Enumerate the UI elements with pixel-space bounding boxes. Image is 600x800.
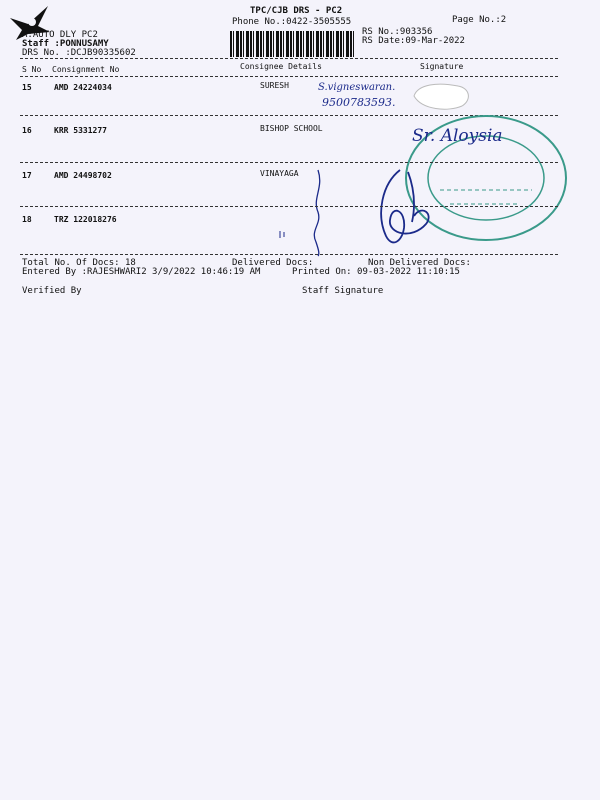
drs-number: DRS No. :DCJB90335602 bbox=[22, 48, 136, 58]
phone-number: Phone No.:0422-3505555 bbox=[232, 17, 352, 27]
divider bbox=[20, 254, 558, 255]
bracket-scribble bbox=[306, 168, 330, 258]
row-consignee: VINAYAGA bbox=[260, 169, 299, 178]
page-number: Page No.:2 bbox=[452, 15, 507, 25]
entered-by: Entered By :RAJESHWARI2 3/9/2022 10:46:19 AM bbox=[22, 267, 261, 277]
row-consignment: TRZ 122018276 bbox=[54, 215, 117, 224]
report-title: TPC/CJB DRS - PC2 bbox=[250, 6, 343, 16]
rs-date: RS Date:09-Mar-2022 bbox=[362, 36, 465, 46]
non-delivered-docs: Non Delivered Docs: bbox=[368, 258, 471, 268]
rs-number: RS No.:903356 bbox=[362, 27, 433, 37]
col-sno: S No bbox=[22, 65, 42, 74]
col-consignee: Consignee Details bbox=[240, 62, 322, 71]
signature-smudge bbox=[408, 80, 474, 112]
row-consignment: KRR 5331277 bbox=[54, 126, 107, 135]
handwritten-signature: Sr. Aloysia bbox=[412, 126, 503, 146]
handwritten-name: S.vigneswaran. bbox=[318, 82, 396, 93]
row-consignee: SURESH bbox=[260, 81, 289, 90]
row-consignment: AMD 24498702 bbox=[54, 171, 112, 180]
divider bbox=[20, 76, 558, 77]
row-consignment: AMD 24224034 bbox=[54, 83, 112, 92]
col-signature: Signature bbox=[420, 62, 464, 71]
staff-name: Staff :PONNUSAMY bbox=[22, 39, 109, 49]
delivered-docs: Delivered Docs: bbox=[232, 258, 314, 268]
row-sno: 17 bbox=[22, 171, 32, 180]
verified-by: Verified By bbox=[22, 286, 82, 296]
row-consignee: BISHOP SCHOOL bbox=[260, 124, 323, 133]
ink-mark bbox=[278, 230, 286, 240]
col-consignment: Consignment No bbox=[52, 65, 120, 74]
divider bbox=[20, 162, 558, 163]
total-docs: Total No. Of Docs: 18 bbox=[22, 258, 136, 268]
barcode bbox=[230, 31, 354, 57]
printed-on: Printed On: 09-03-2022 11:10:15 bbox=[292, 267, 460, 277]
divider bbox=[20, 58, 558, 59]
staff-signature: Staff Signature bbox=[302, 286, 384, 296]
row-sno: 15 bbox=[22, 83, 32, 92]
row-sno: 18 bbox=[22, 215, 32, 224]
divider bbox=[20, 206, 558, 207]
handwritten-signature-scribble bbox=[362, 164, 438, 250]
area-value: AUTO DLY PC2 bbox=[32, 30, 98, 40]
row-sno: 16 bbox=[22, 126, 32, 135]
handwritten-phone: 9500783593. bbox=[322, 96, 396, 109]
area-label: A:AUTO DLY PC2 bbox=[22, 30, 98, 40]
